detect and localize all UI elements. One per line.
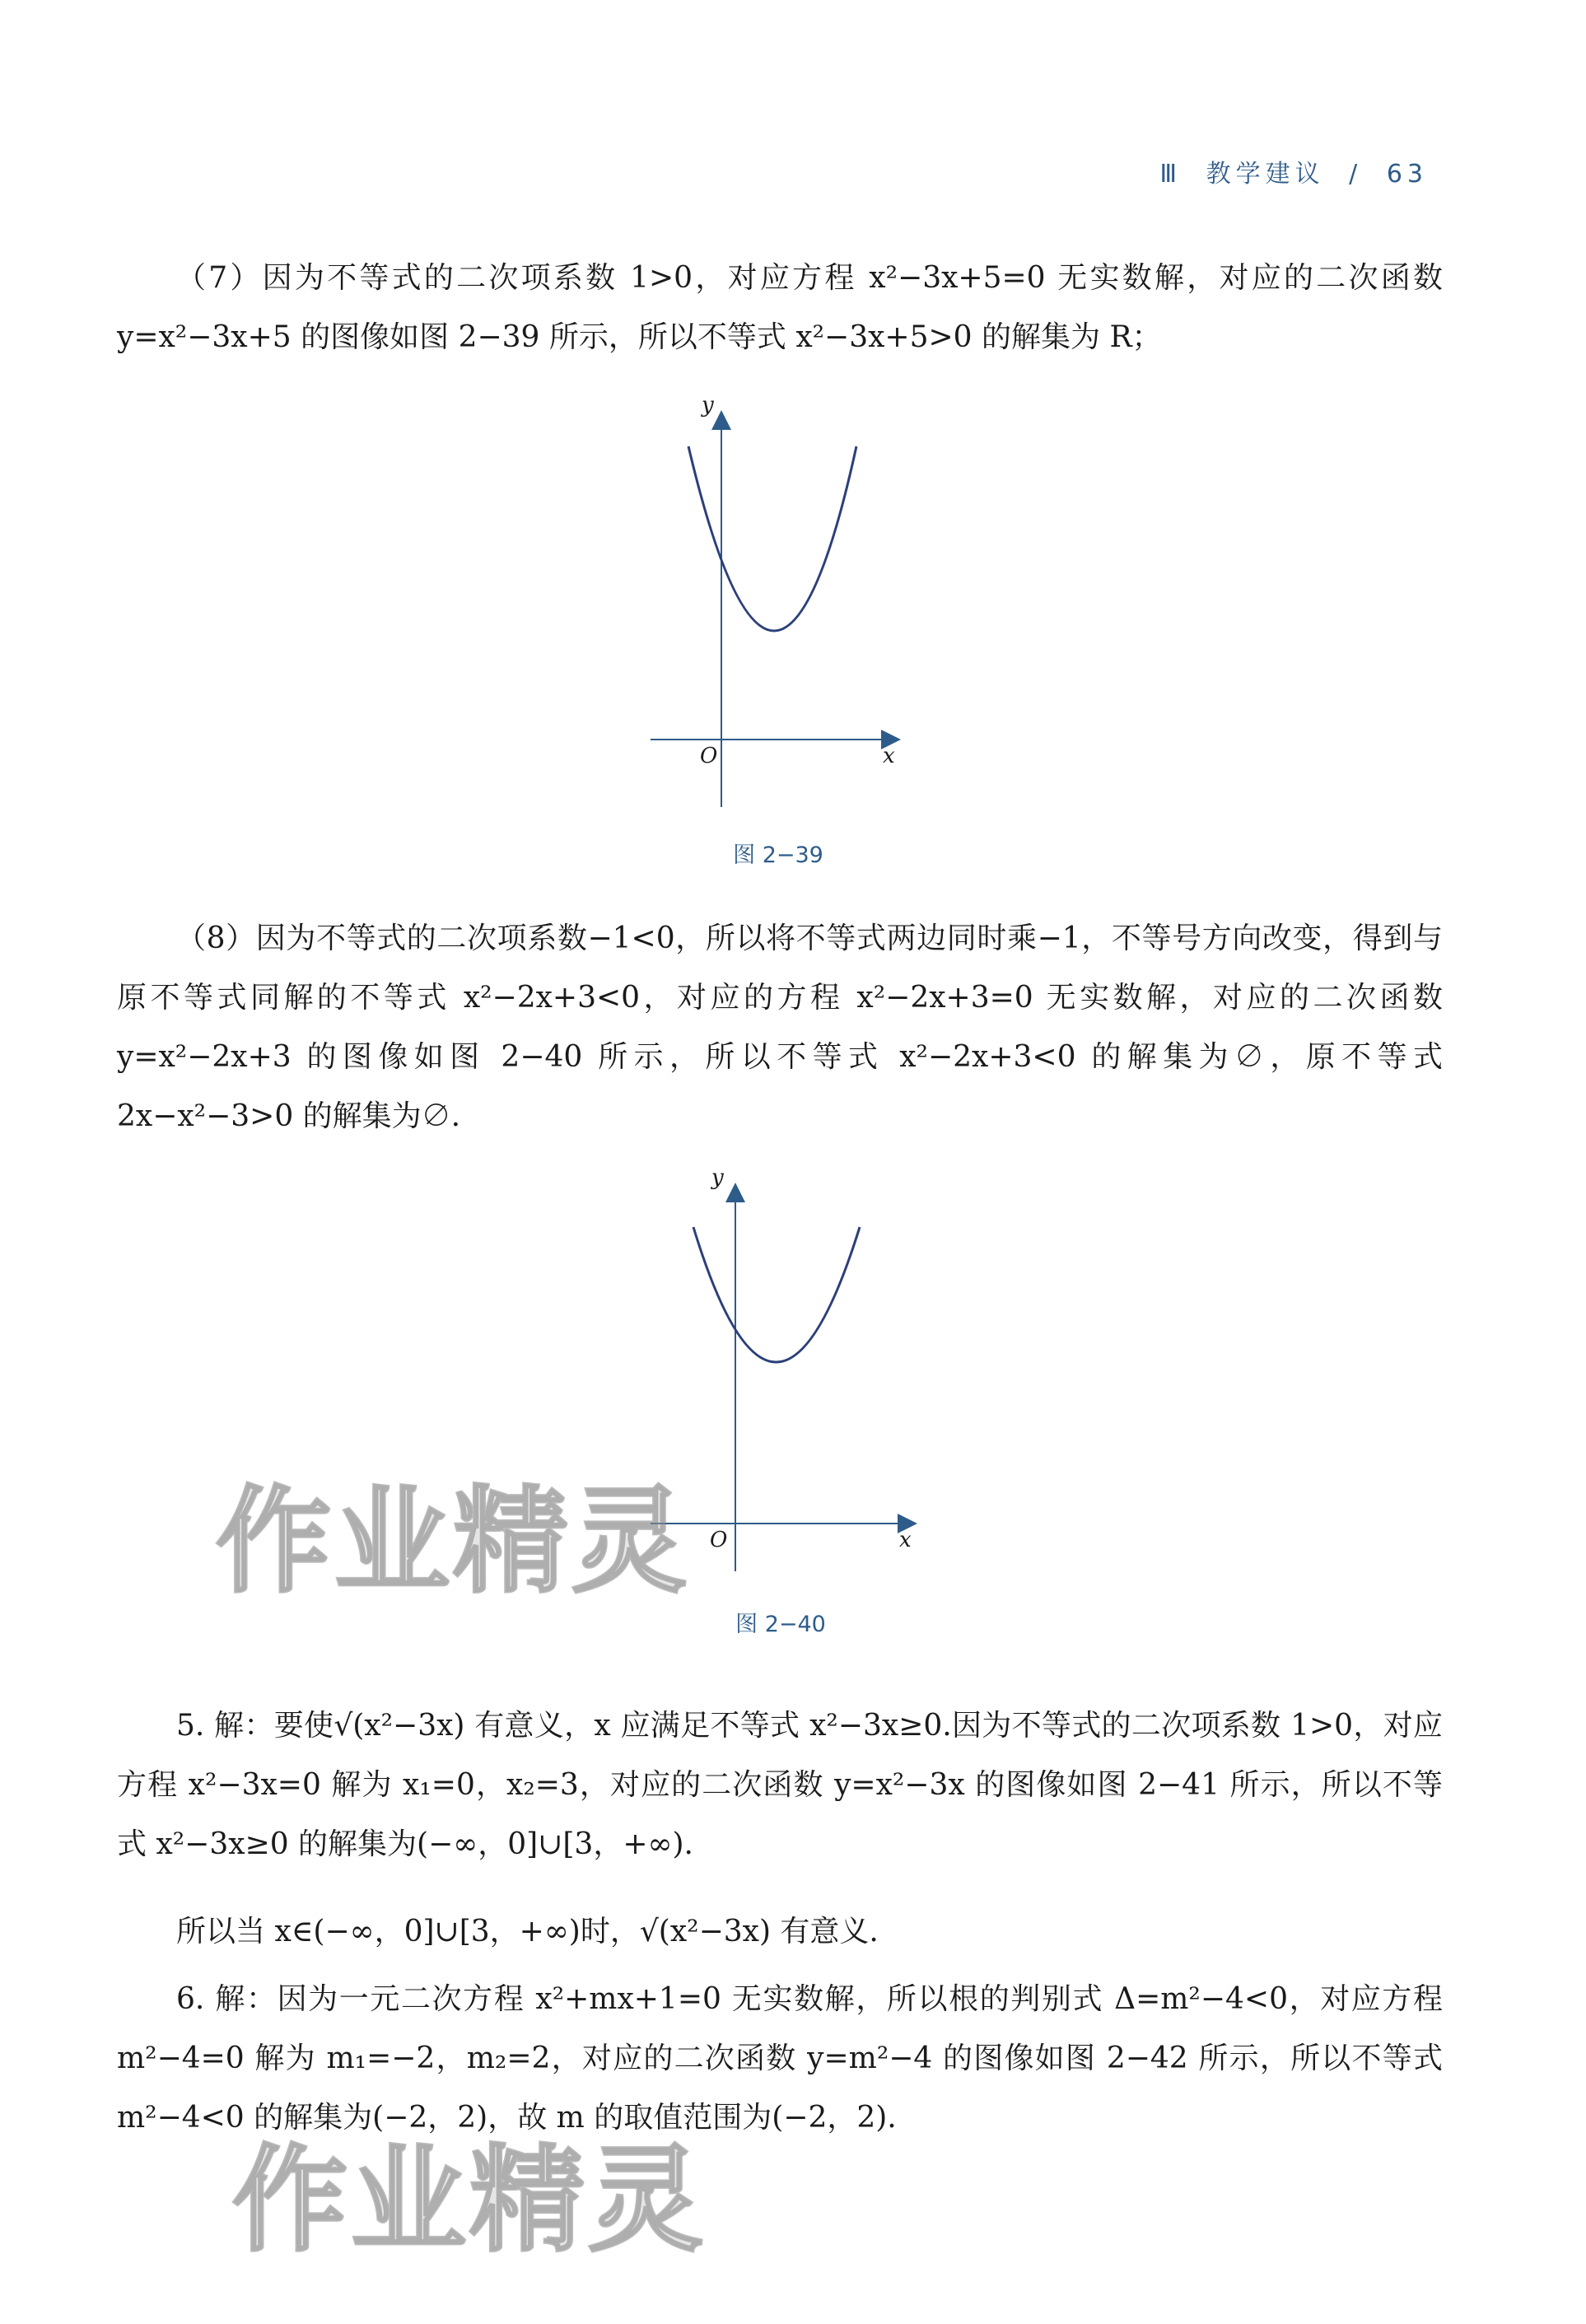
parabola-curve bbox=[688, 446, 856, 631]
figure-2-40-caption: 图 2−40 bbox=[735, 1612, 826, 1637]
section-title: 教学建议 bbox=[1206, 160, 1325, 189]
parabola-curve bbox=[693, 1227, 860, 1362]
header-separator: / bbox=[1349, 160, 1363, 189]
figure-2-39-caption: 图 2−39 bbox=[733, 842, 823, 868]
x-axis-label: x bbox=[899, 1528, 912, 1552]
origin-label: O bbox=[700, 744, 718, 768]
question-5-conclusion: 所以当 x∈(−∞，0]∪[3，+∞)时，√(x²−3x) 有意义. bbox=[176, 1915, 879, 1948]
y-axis-label: y bbox=[702, 393, 714, 418]
paragraph-8: （8）因为不等式的二次项系数−1<0，所以将不等式两边同时乘−1，不等号方向改变，得到与原不等式同解的不等式 x²−2x+3<0，对应的方程 x²−2x+3=0 无实数解，对应的二次函数 y=x²−2x+3 的图像如图 2−40 所示，所以不等式 x²−2x+3<0 的解集为∅，原不等式 2x−x²−3>0 的解集为∅. bbox=[117, 922, 1443, 1133]
figure-2-40 bbox=[651, 1168, 931, 1571]
figure-2-39 bbox=[626, 387, 922, 815]
origin-label: O bbox=[710, 1528, 728, 1552]
section-numeral: Ⅲ bbox=[1159, 160, 1183, 189]
watermark-bottom: 作业精灵 bbox=[232, 2134, 707, 2268]
paragraph-7: （7）因为不等式的二次项系数 1>0，对应方程 x²−3x+5=0 无实数解，对应的二次函数 y=x²−3x+5 的图像如图 2−39 所示，所以不等式 x²−3x+5>0 的解集为 R； bbox=[117, 261, 1443, 354]
question-5-solution: 5. 解：要使√(x²−3x) 有意义，x 应满足不等式 x²−3x≥0.因为不等式的二次项系数 1>0，对应方程 x²−3x=0 解为 x₁=0，x₂=3，对应的二次函数 y=x²−3x 的图像如图 2−41 所示，所以不等式 x²−3x≥0 的解集为(−∞，0]∪[3，+∞). bbox=[117, 1709, 1443, 1861]
watermark-top: 作业精灵 bbox=[216, 1475, 691, 1609]
y-axis-label: y bbox=[711, 1168, 724, 1190]
page-header bbox=[1148, 153, 1428, 189]
question-6-solution: 6. 解：因为一元二次方程 x²+mx+1=0 无实数解，所以根的判别式 Δ=m²−4<0，对应方程 m²−4=0 解为 m₁=−2，m₂=2，对应的二次函数 y=m²−4 的图像如图 2−42 所示，所以不等式 m²−4<0 的解集为(−2，2)，故 m 的取值范围为(−2，2). bbox=[117, 1982, 1443, 2135]
page-number: 63 bbox=[1386, 160, 1428, 189]
x-axis-label: x bbox=[883, 744, 895, 768]
